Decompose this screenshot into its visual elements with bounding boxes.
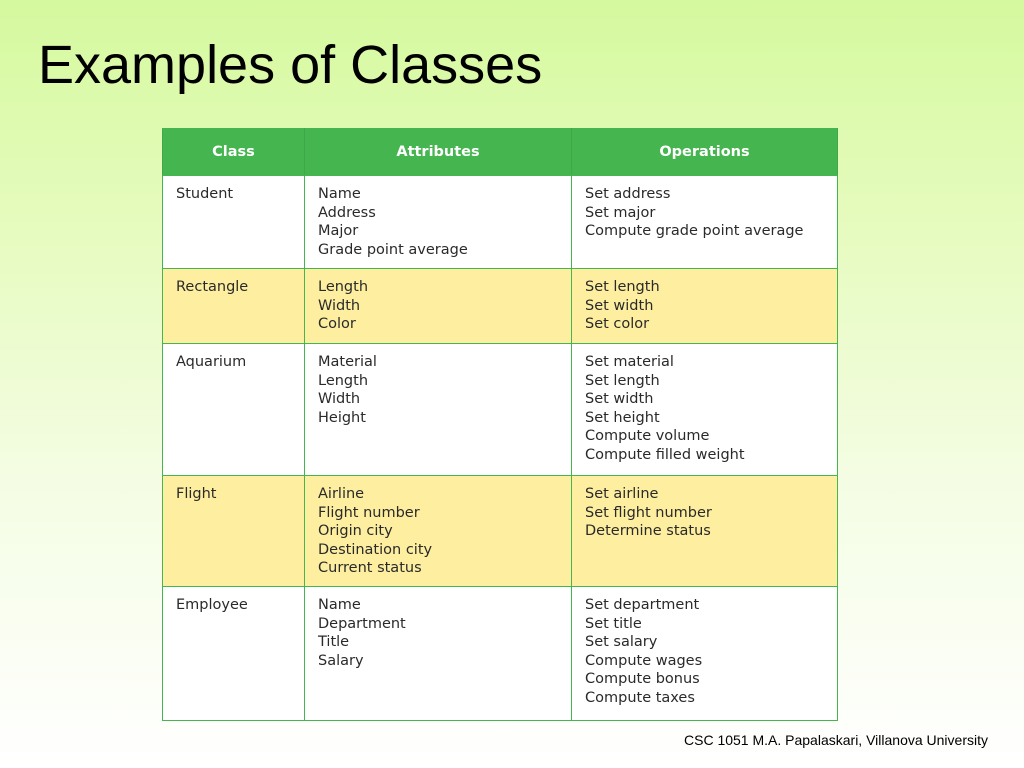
operation-item: Set major xyxy=(585,204,656,221)
class-name: Aquarium xyxy=(176,354,247,370)
attribute-item: Flight number xyxy=(318,504,420,521)
operation-item: Compute grade point average xyxy=(585,223,804,240)
operation-item: Set length xyxy=(585,372,660,389)
class-name: Employee xyxy=(176,597,248,613)
attribute-item: Salary xyxy=(318,652,364,669)
attribute-item: Name xyxy=(318,186,361,202)
operation-item: Set airline xyxy=(585,486,659,502)
classes-table xyxy=(162,128,838,721)
operation-item: Set color xyxy=(585,316,650,333)
class-cell xyxy=(163,344,305,476)
attribute-item: Height xyxy=(318,409,366,426)
attributes-cell xyxy=(305,269,572,344)
attribute-item: Airline xyxy=(318,486,365,502)
attribute-item: Current status xyxy=(318,560,422,577)
attribute-item: Department xyxy=(318,615,406,632)
table-row xyxy=(163,476,838,587)
table-row xyxy=(163,344,838,476)
operation-item: Set address xyxy=(585,186,671,202)
attribute-item: Address xyxy=(318,204,376,221)
attribute-item: Origin city xyxy=(318,523,393,540)
slide-title: Examples of Classes xyxy=(38,35,543,95)
attribute-item: Length xyxy=(318,372,369,389)
operation-item: Compute bonus xyxy=(585,671,700,688)
operations-cell xyxy=(572,176,838,269)
operations-cell xyxy=(572,344,838,476)
attribute-item: Destination city xyxy=(318,541,433,558)
operation-item: Compute wages xyxy=(585,652,703,669)
attribute-item: Title xyxy=(318,634,350,651)
operation-item: Set material xyxy=(585,354,674,370)
operation-item: Set department xyxy=(585,597,700,613)
attributes-cell xyxy=(305,344,572,476)
operation-item: Set length xyxy=(585,279,660,295)
table-row xyxy=(163,269,838,344)
operation-item: Set width xyxy=(585,391,654,408)
footer-credit: CSC 1051 M.A. Papalaskari, Villanova University xyxy=(684,732,988,748)
class-name: Rectangle xyxy=(176,279,249,295)
class-name: Flight xyxy=(176,486,217,502)
operation-item: Set flight number xyxy=(585,504,712,521)
attribute-item: Width xyxy=(318,391,361,408)
operation-item: Compute filled weight xyxy=(585,446,745,463)
operation-item: Compute volume xyxy=(585,428,710,445)
header-attributes: Attributes xyxy=(305,129,572,176)
operation-item: Set salary xyxy=(585,634,658,651)
attributes-cell xyxy=(305,476,572,587)
class-cell xyxy=(163,176,305,269)
class-cell xyxy=(163,476,305,587)
table-row xyxy=(163,176,838,269)
attribute-item: Width xyxy=(318,297,361,314)
attribute-item: Grade point average xyxy=(318,241,468,258)
attribute-item: Major xyxy=(318,223,359,240)
operation-item: Set title xyxy=(585,615,642,632)
header-operations: Operations xyxy=(572,129,838,176)
attribute-item: Material xyxy=(318,354,377,370)
attributes-cell xyxy=(305,587,572,721)
operation-item: Determine status xyxy=(585,523,711,540)
table-row xyxy=(163,587,838,721)
operations-cell xyxy=(572,476,838,587)
operation-item: Compute taxes xyxy=(585,689,695,706)
operation-item: Set height xyxy=(585,409,660,426)
attribute-item: Length xyxy=(318,279,369,295)
class-name: Student xyxy=(176,186,234,202)
operations-cell xyxy=(572,269,838,344)
table-header-row xyxy=(163,129,838,176)
operations-cell xyxy=(572,587,838,721)
attributes-cell xyxy=(305,176,572,269)
class-cell xyxy=(163,587,305,721)
operation-item: Set width xyxy=(585,297,654,314)
class-cell xyxy=(163,269,305,344)
attribute-item: Name xyxy=(318,597,361,613)
header-class: Class xyxy=(163,129,305,176)
attribute-item: Color xyxy=(318,316,356,333)
